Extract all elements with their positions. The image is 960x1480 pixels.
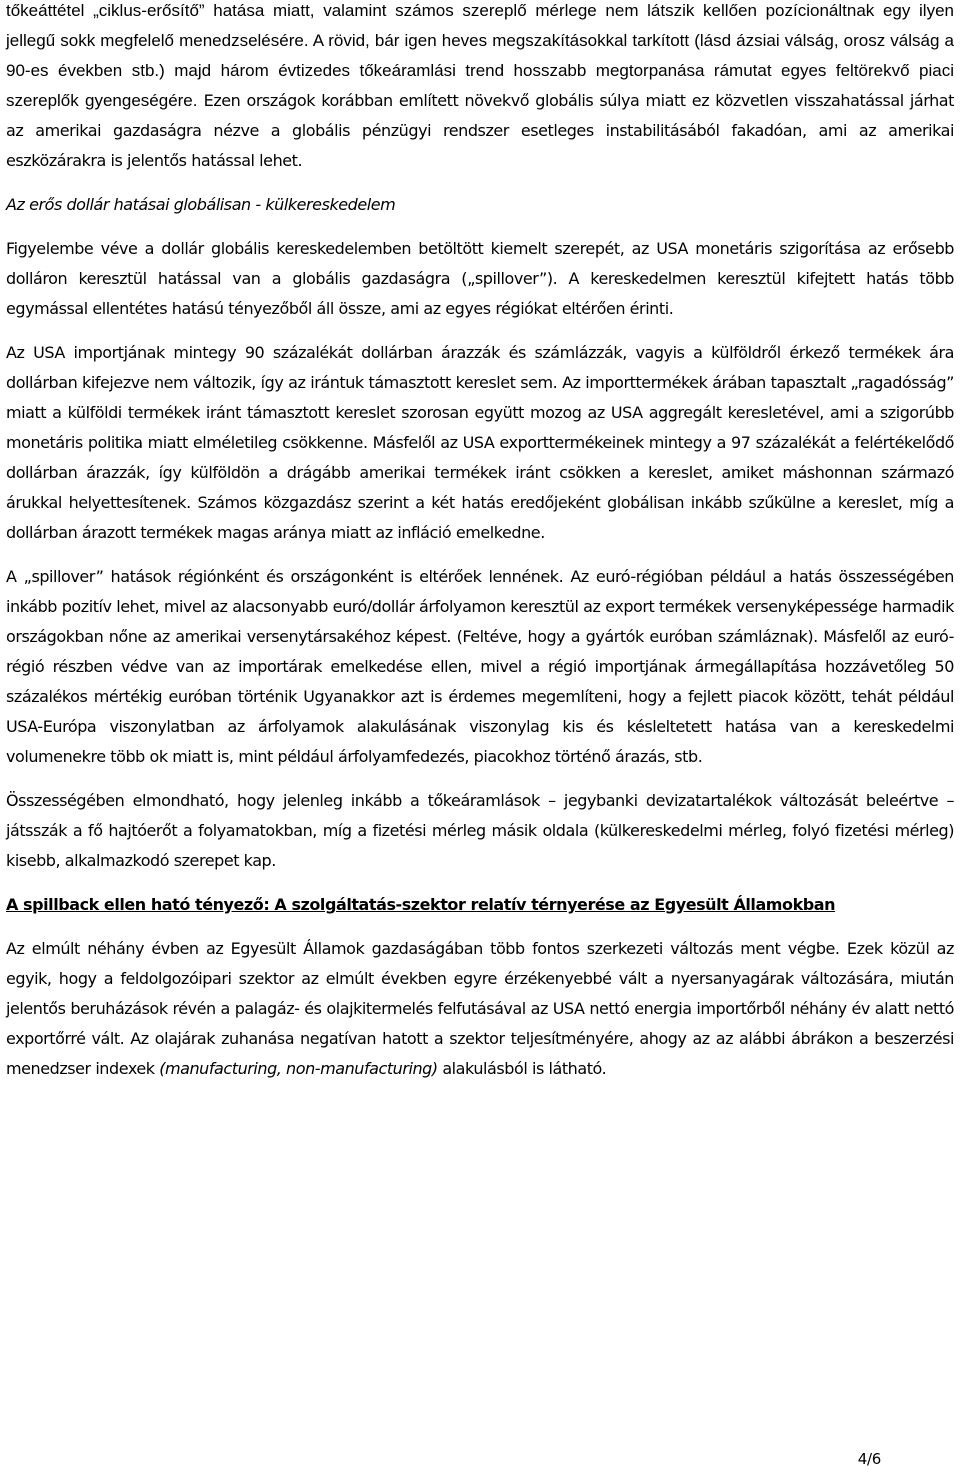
paragraph-summary: Összességében elmondható, hogy jelenleg inkább a tőkeáramlások – jegybanki devizatartalékok változását beleértve – játsszák a fő hajtóerőt a folyamatokban, míg a fizetési mérleg másik oldala (külkereskedelmi mérleg, folyó fizetési mérleg) kisebb, alkalmazkodó szerepet kap. — [6, 791, 954, 870]
section-heading-strong-dollar: Az erős dollár hatásai globálisan - külkereskedelem — [6, 195, 396, 214]
section-heading-spillback: A spillback ellen ható tényező: A szolgáltatás-szektor relatív térnyerése az Egyesült Államokban — [6, 895, 836, 914]
paragraph-capital-flows-part1: tőkeáttétel „ciklus-erősítő” hatása miatt, valamint számos szereplő mérlege nem látszik kellően pozícionáltnak egy ilyen jellegű sokk megfelelő menedzselésére. A rövid, bár igen heves megszakításokkal tarkított (lásd ázsiai válság, orosz válság a 90-es években stb.) majd három évtizedes tőkeáramlási trend hosszabb megtorpanása rámutat egyes feltörekvő piaci szereplők gyengeségére. — [6, 1, 954, 110]
paragraph-structural-change — [6, 934, 954, 1084]
page-number: 4/6 — [857, 1450, 881, 1468]
paragraph-import-pricing: Az USA importjának mintegy 90 százalékát dollárban árazzák és számlázzák, vagyis a külföldről érkező termékek ára dollárban kifejezve nem változik, így az irántuk támasztott kereslet sem. Az importtermékek árában tapasztalt „ragadósság” miatt a külföldi termékek iránt támasztott kereslet szorosan együtt mozog az USA aggregált keresletével, ami a szigorúbb monetáris politika miatt elméletileg csökkenne. Másfelől az USA exporttermékeinek mintegy a 97 százalékát a felértékelődő dollárban árazzák, így külföldön a drágább amerikai termékek iránt csökken a kereslet, amiket máshonnan származó árukkal helyettesítenek. Számos közgazdász szerint a két hatás eredőjeként globálisan inkább szűkülne a kereslet, míg a dollárban árazott termékek magas aránya miatt az infláció emelkedne. — [6, 343, 954, 542]
paragraph-structural-change-text: Az elmúlt néhány évben az Egyesült Államok gazdaságában több fontos szerkezeti változás ment végbe. Ezek közül az egyik, hogy a feldolgozóipari szektor az elmúlt években egyre érzékenyebbé vált a nyersanyagárak változására, miután jelentős beruházások révén a palagáz- és olajkitermelés felfutásával az USA nettó energia importőrből néhány év alatt nettó exportőrré vált. Az olajárak zuhanása negatívan hatott a szektor teljesítményére, ahogy az az alábbi ábrákon a beszerzési menedzser indexek — [6, 939, 954, 1078]
paragraph-structural-change-end: alakulásból is látható. — [437, 1059, 607, 1078]
paragraph-regional-effects: A „spillover” hatások régiónként és országonként is eltérőek lennének. Az euró-régióban például a hatás összességében inkább pozitív lehet, mivel az alacsonyabb euró/dollár árfolyamon keresztül az export termékek versenyképessége harmadik országokban nőne az amerikai versenytársakéhoz képest. (Feltéve, hogy a gyártók euróban számláznak). Másfelől az euró-régió részben védve van az importárak emelkedése ellen, mivel a régió importjának ármegállapítása hozzávetőleg 50 százalékos mértékig euróban történik Ugyanakkor azt is érdemes megemlíteni, hogy a fejlett piacok között, tehát például USA-Európa viszonylatban az árfolyamok alakulásának viszonylag kis és késleltetett hatása van a kereskedelmi volumenekre több ok miatt is, mint például árfolyamfedezés, piacokhoz történő árazás, stb. — [6, 567, 954, 766]
paragraph-spillover-intro: Figyelembe véve a dollár globális kereskedelemben betöltött kiemelt szerepét, az USA monetáris szigorítása az erősebb dolláron keresztül hatással van a globális gazdaságra („spillover”). A kereskedelmen keresztül kifejtett hatás több egymással ellentétes hatású tényezőből áll össze, ami az egyes régiókat eltérően érinti. — [6, 239, 954, 318]
paragraph-structural-change-italic: (manufacturing, non-manufacturing) — [159, 1059, 438, 1078]
paragraph-capital-flows — [6, 0, 954, 176]
paragraph-capital-flows-part2: Ezen országok korábban említett növekvő globális súlya miatt ez közvetlen visszahatással járhat az amerikai gazdaságra nézve a globális pénzügyi rendszer esetleges instabilitásából fakadóan, ami az amerikai eszközárakra is jelentős hatással lehet. — [6, 91, 954, 170]
